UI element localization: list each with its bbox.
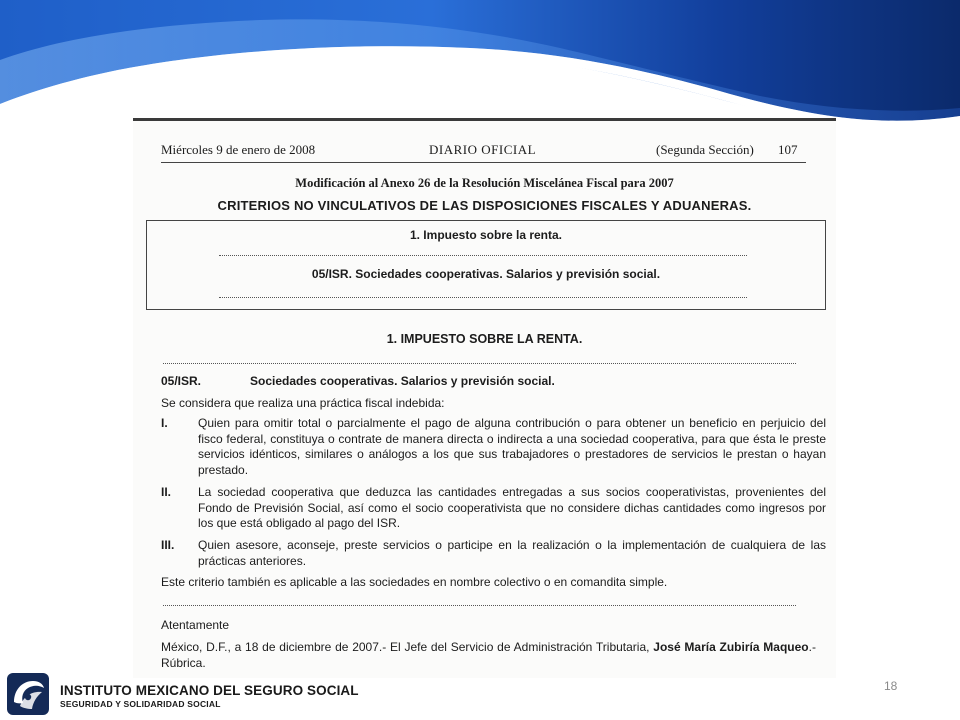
list-item <box>161 485 826 531</box>
signature-suffix: .- Rúbrica. <box>161 640 816 670</box>
signature-prefix: México, D.F., a 18 de diciembre de 2007.- El Jefe del Servicio de Administración Tributaria, <box>161 640 654 654</box>
modification-title: Modificación al Anexo 26 de la Resolución Miscelánea Fiscal para 2007 <box>295 176 674 190</box>
signature-block <box>161 640 816 671</box>
header-page-number: 107 <box>778 142 798 157</box>
criterion-title: Sociedades cooperativas. Salarios y previsión social. <box>250 374 555 388</box>
criteria-title: CRITERIOS NO VINCULATIVOS DE LAS DISPOSICIONES FISCALES Y ADUANERAS. <box>217 198 752 213</box>
institution-motto: SEGURIDAD Y SOLIDARIDAD SOCIAL <box>60 699 221 709</box>
criterion-code: 05/ISR. <box>161 374 202 388</box>
header-section: (Segunda Sección) <box>656 142 754 157</box>
institution-name: INSTITUTO MEXICANO DEL SEGURO SOCIAL <box>60 683 359 698</box>
item-text: Quien asesore, aconseje, preste servicios o participe en la realización o la implementación de cualquiera de las prácticas anteriores. <box>198 538 826 568</box>
closing: Atentamente <box>161 618 230 632</box>
list-item <box>161 416 826 478</box>
dotted-separator <box>219 297 747 298</box>
header-date: Miércoles 9 de enero de 2008 <box>161 142 316 157</box>
newspaper-header <box>161 142 801 162</box>
header-paper-name: DIARIO OFICIAL <box>429 142 537 157</box>
slide-number: 18 <box>884 679 898 693</box>
dotted-separator <box>163 605 796 606</box>
box-criterion: 05/ISR. Sociedades cooperativas. Salarios y previsión social. <box>311 267 661 281</box>
list-item <box>161 538 826 570</box>
item-numeral: III. <box>161 538 175 552</box>
item-numeral: II. <box>161 485 172 499</box>
item-numeral: I. <box>161 416 168 430</box>
intro-text: Se considera que realiza una práctica fiscal indebida: <box>161 396 445 410</box>
dotted-separator <box>219 255 747 256</box>
top-rule <box>133 118 836 121</box>
applicability-note: Este criterio también es aplicable a las sociedades en nombre colectivo o en comandita simple. <box>161 575 668 589</box>
signatory-name: José María Zubiría Maqueo <box>653 640 809 654</box>
box-topic: 1. Impuesto sobre la renta. <box>409 228 563 242</box>
header-rule <box>161 162 806 163</box>
item-text: Quien para omitir total o parcialmente el pago de alguna contribución o para obtener un beneficio en perjuicio del fisco federal, constituya o contrate de manera directa o indirecta a una sociedad cooperativa, para que ésta le preste servicios idénticos, similares o análogos a los que sus trabajadores o prestadores de servicios le prestan o hayan prestado. <box>198 416 826 477</box>
section-heading: 1. IMPUESTO SOBRE LA RENTA. <box>386 332 583 346</box>
imss-eagle-logo-icon <box>6 672 50 716</box>
dotted-separator <box>163 363 796 364</box>
scanned-document <box>133 118 836 678</box>
index-box <box>146 220 826 310</box>
item-text: La sociedad cooperativa que deduzca las cantidades entregadas a sus socios cooperativistas, provenientes del Fondo de Previsión Social, así como el socio cooperativista que no considere dichas cantidades como ingresos por los que está obligado al pago del ISR. <box>198 485 826 530</box>
